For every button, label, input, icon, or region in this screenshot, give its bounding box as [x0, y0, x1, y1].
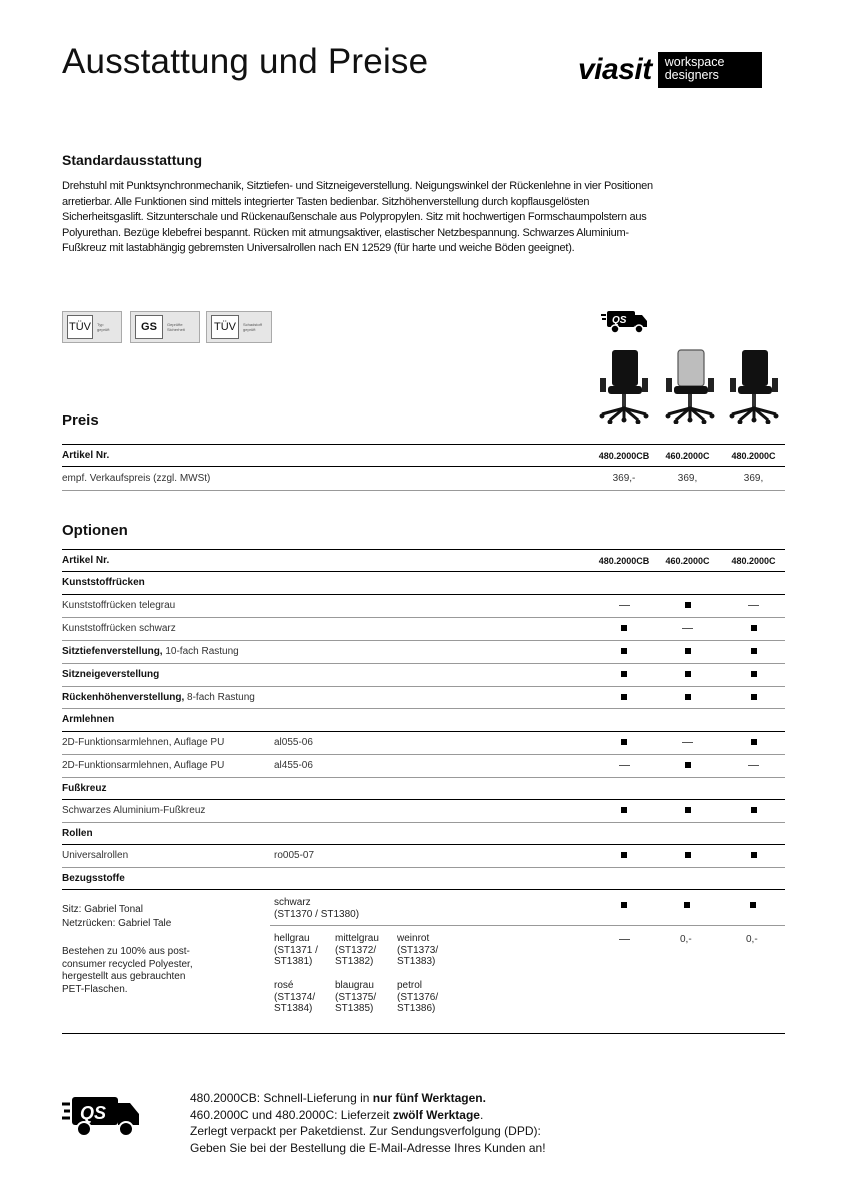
- mark-cell: [593, 800, 655, 822]
- section-row: [62, 823, 785, 845]
- included-mark-icon: [621, 739, 627, 745]
- delivery-info: [190, 1090, 750, 1156]
- price-header-row: Artikel Nr. 480.2000CB 460.2000C 480.2000C: [62, 446, 785, 467]
- fabric-color: blaugrau (ST1375/ ST1385): [335, 980, 377, 1014]
- page-title: Ausstattung und Preise: [62, 42, 429, 81]
- mark-cell: [660, 618, 715, 640]
- brand-logo: [578, 52, 762, 88]
- svg-text:QS: QS: [80, 1103, 107, 1123]
- mark-cell: [722, 687, 785, 708]
- mark-cell: [593, 845, 655, 867]
- row-label: Kunststoffrücken telegrau: [62, 600, 176, 611]
- not-available-mark-icon: [619, 765, 630, 766]
- included-mark-icon: [751, 648, 757, 654]
- table-row: [62, 732, 785, 755]
- row-label: Rollen: [62, 828, 93, 839]
- price-value: 0,-: [680, 934, 692, 945]
- fabric-color: mittelgrau (ST1372/ ST1382): [335, 933, 379, 967]
- mark-cell: [660, 845, 715, 867]
- mark-cell: [722, 618, 785, 640]
- mark-cell: [722, 845, 785, 867]
- bezug-netz: Netzrücken: Gabriel Tale: [62, 918, 172, 929]
- included-mark-icon: [621, 648, 627, 654]
- fabric-color: rosé (ST1374/ ST1384): [274, 980, 316, 1014]
- brand-name: viasit: [578, 53, 652, 86]
- mark-cell: [660, 800, 715, 822]
- included-mark-icon: [751, 807, 757, 813]
- mark-cell: [660, 687, 715, 708]
- included-mark-icon: [751, 625, 757, 631]
- bezug-sitz: Sitz: Gabriel Tonal: [62, 904, 143, 915]
- not-available-mark-icon: [619, 939, 630, 940]
- article-code: al055-06: [274, 737, 313, 748]
- chair-black-2-icon: [726, 348, 782, 424]
- row-label: 2D-Funktionsarmlehnen, Auflage PU: [62, 737, 225, 748]
- table-row: [62, 755, 785, 778]
- gs-cert-icon: GS Geprüfte Sicherheit: [130, 311, 200, 343]
- mark-cell: [660, 755, 715, 777]
- mark-cell: [660, 595, 715, 617]
- footer-line-4: Geben Sie bei der Bestellung die E-Mail-Adresse Ihres Kunden an!: [190, 1140, 546, 1155]
- tuev-cert-icon: TÜV Typ geprüft: [62, 311, 122, 343]
- footer-line-1: 480.2000CB: Schnell-Lieferung in nur fünf Werktagen.: [190, 1091, 486, 1105]
- included-mark-icon: [685, 807, 691, 813]
- section-row: [62, 709, 785, 732]
- mark-cell: [593, 687, 655, 708]
- included-mark-icon: [685, 852, 691, 858]
- article-code: ro005-07: [274, 850, 315, 861]
- included-mark-icon: [685, 762, 691, 768]
- row-label: Sitztiefenverstellung, 10-fach Rastung: [62, 646, 239, 657]
- mark-cell: [722, 641, 785, 663]
- included-mark-icon: [621, 694, 627, 700]
- included-mark-icon: [751, 852, 757, 858]
- section-row: [62, 868, 785, 890]
- standard-text: Drehstuhl mit Punktsynchronmechanik, Sitztiefen- und Sitzneigeverstellung. Neigungswinkel der Rückenlehne in vier Positionen arretierbar. Alle Funktionen sind mittels integrierter Tasten bedienbar. Sitzhöhenverstellung durch kopflausgelösten Sicherheitsgaslift. Sitzunterschale und Rückenaußenschale aus Polypropylen. Sitz mit hochwertigen Formschaumpolstern aus Polyurethan. Bezüge klebefrei bespannt. Rücken mit atmungsaktiver, elastischer Netzbespannung. Schwarzes Aluminium-Fußkreuz mit lastabhängig gebremsten Universalrollen nach EN 12529 (für harte und weiche Böden geeignet).: [62, 180, 653, 255]
- options-heading: Optionen: [62, 522, 128, 539]
- chair-black-icon: [596, 348, 652, 424]
- row-label: Universalrollen: [62, 850, 129, 861]
- price-row: empf. Verkaufspreis (zzgl. MWSt) 369,- 369, 369,: [62, 467, 785, 491]
- bezug-schwarz: schwarz (ST1370 / ST1380): [274, 897, 360, 920]
- mark-cell: [593, 595, 655, 617]
- row-label: Kunststoffrücken: [62, 577, 145, 588]
- options-top-rule: [62, 549, 785, 550]
- mark-cell: [722, 732, 785, 754]
- row-label: Bezugsstoffe: [62, 873, 125, 884]
- footer-line-2: 460.2000C und 480.2000C: Lieferzeit zwölf Werktage.: [190, 1107, 484, 1122]
- table-row: [62, 687, 785, 709]
- table-row: [62, 845, 785, 868]
- included-mark-icon: [621, 852, 627, 858]
- row-label: 2D-Funktionsarmlehnen, Auflage PU: [62, 760, 225, 771]
- mark-cell: [722, 800, 785, 822]
- not-available-mark-icon: [748, 605, 759, 606]
- options-header-row: Artikel Nr. 480.2000CB 460.2000C 480.2000C: [62, 551, 785, 572]
- qs-truck-icon: [601, 308, 649, 336]
- not-available-mark-icon: [748, 765, 759, 766]
- mark-cell: [660, 664, 715, 686]
- included-mark-icon: [684, 902, 690, 908]
- mark-cell: [660, 732, 715, 754]
- included-mark-icon: [685, 648, 691, 654]
- included-mark-icon: [685, 602, 691, 608]
- included-mark-icon: [621, 807, 627, 813]
- table-row: [62, 641, 785, 664]
- mark-cell: [722, 595, 785, 617]
- tuev-cert-2-icon: TÜV Schadstoff geprüft: [206, 311, 272, 343]
- row-label: Schwarzes Aluminium-Fußkreuz: [62, 805, 206, 816]
- row-label: Sitzneigeverstellung: [62, 669, 160, 680]
- row-label: Fußkreuz: [62, 783, 107, 794]
- included-mark-icon: [685, 694, 691, 700]
- included-mark-icon: [751, 739, 757, 745]
- mark-cell: [593, 732, 655, 754]
- included-mark-icon: [685, 671, 691, 677]
- brand-tagline: workspace designers: [658, 52, 762, 88]
- not-available-mark-icon: [682, 628, 693, 629]
- table-row: [62, 618, 785, 641]
- svg-text:QS: QS: [612, 315, 627, 326]
- mark-cell: [593, 618, 655, 640]
- mark-cell: [593, 641, 655, 663]
- included-mark-icon: [621, 902, 627, 908]
- not-available-mark-icon: [682, 742, 693, 743]
- row-label: Rückenhöhenverstellung, 8-fach Rastung: [62, 692, 255, 703]
- standard-heading: Standardausstattung: [62, 152, 203, 168]
- mark-cell: [722, 664, 785, 686]
- bezug-divider: [270, 925, 785, 926]
- mark-cell: [660, 641, 715, 663]
- not-available-mark-icon: [619, 605, 630, 606]
- price-top-rule: [62, 444, 785, 445]
- table-row: [62, 800, 785, 823]
- price-heading: Preis: [62, 412, 99, 429]
- mark-cell: [593, 755, 655, 777]
- chair-grey-icon: [662, 348, 718, 424]
- included-mark-icon: [751, 694, 757, 700]
- mark-cell: [722, 755, 785, 777]
- table-row: [62, 595, 785, 618]
- options-bottom-rule: [62, 1033, 785, 1034]
- included-mark-icon: [750, 902, 756, 908]
- fabric-color: weinrot (ST1373/ ST1383): [397, 933, 439, 967]
- row-label: Armlehnen: [62, 714, 115, 725]
- section-row: [62, 778, 785, 800]
- article-code: al455-06: [274, 760, 313, 771]
- bezug-info: Bestehen zu 100% aus post- consumer recycled Polyester, hergestellt aus gebrauchten PET-Flaschen.: [62, 946, 193, 995]
- fabric-color: petrol (ST1376/ ST1386): [397, 980, 439, 1014]
- mark-cell: [593, 664, 655, 686]
- price-value: 0,-: [746, 934, 758, 945]
- table-row: [62, 664, 785, 687]
- included-mark-icon: [751, 671, 757, 677]
- fabric-color: hellgrau (ST1371 / ST1381): [274, 933, 318, 967]
- included-mark-icon: [621, 625, 627, 631]
- row-label: Kunststoffrücken schwarz: [62, 623, 176, 634]
- footer-line-3: Zerlegt verpackt per Paketdienst. Zur Sendungsverfolgung (DPD):: [190, 1124, 541, 1138]
- section-row: [62, 572, 785, 595]
- qs-delivery-truck-icon: [62, 1093, 142, 1141]
- included-mark-icon: [621, 671, 627, 677]
